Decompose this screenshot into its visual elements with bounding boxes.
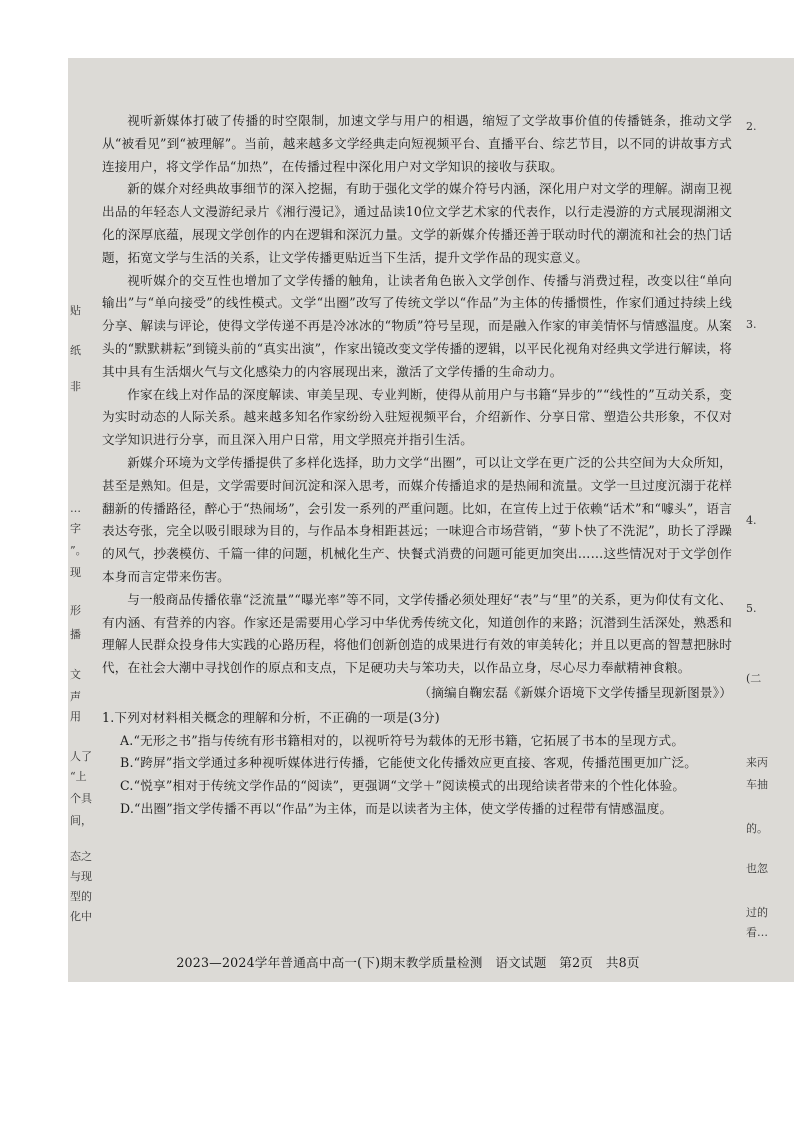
- margin-text: 个具: [70, 792, 92, 805]
- page-footer: 2023—2024学年普通高中高一(下)期末教学质量检测 语文试题 第2页 共8页: [176, 955, 640, 970]
- margin-text: (二: [746, 672, 762, 685]
- margin-text: 与现: [70, 870, 92, 883]
- margin-text: 车抽: [746, 778, 768, 791]
- option-b: B.“跨屏”指文学通过多种视听媒体进行传播，它能使文化传播效应更直接、客观，传播范围更加广泛。: [120, 755, 698, 771]
- margin-text: 看…: [746, 926, 768, 939]
- margin-text: 间，: [70, 814, 92, 827]
- paragraph: 作家在线上对作品的深度解读、审美呈现、专业判断，使得从前用户与书籍“异步的”“线性的”互动关系，变为实时动态的人际关系。越来越多知名作家纷纷入驻短视频平台，介绍新作、分享日常、塑造公共形象，不仅对文学知识进行分享，而且深入用户日常，用文学照亮并指引生活。: [102, 386, 732, 448]
- right-margin-fragments: [742, 58, 794, 982]
- margin-text: 过的: [746, 906, 768, 919]
- margin-text: “上: [70, 770, 87, 783]
- paragraph: 视听新媒体打破了传播的时空限制，加速文学与用户的相遇，缩短了文学故事价值的传播链条，推动文学从“被看见”到“被理解”。当前，越来越多文学经典走向短视频平台、直播平台、综艺节目，以不同的讲故事方式连接用户，将文学作品“加热”，在传播过程中深化用户对文学知识的接收与获取。: [102, 113, 732, 174]
- margin-text: 的。: [746, 822, 768, 835]
- margin-text: 非: [70, 380, 81, 393]
- option-a: A.“无形之书”指与传统有形书籍相对的，以视听符号为载体的无形书籍，它拓展了书本的呈现方式。: [120, 732, 685, 748]
- margin-text: ”。: [70, 544, 87, 557]
- margin-text: 声: [70, 690, 81, 703]
- margin-text: 纸: [70, 344, 81, 357]
- paragraph: 与一般商品传播依靠“泛流量”“曝光率”等不同，文学传播必须处理好“表”与“里”的关系，更为仰仗有文化、有内涵、有营养的内容。作家还是需要用心学习中华优秀传统文化，知道创作的来路；沉潜到生活深处，熟悉和理解人民群众投身伟大实践的心路历程，将他们创新创造的成果进行有效的审美转化；并且以更高的智慧把脉时代，在社会大潮中寻找创作的原点和支点，下足硬功夫与笨功夫，以作品立身，尽心尽力奉献精神食粮。: [102, 591, 732, 676]
- margin-text: 3.: [746, 318, 757, 331]
- margin-text: 态之: [70, 850, 92, 863]
- option-d: D.“出圈”指文学传播不再以“作品”为主体，而是以读者为主体，使文学传播的过程带有情感温度。: [120, 800, 673, 816]
- margin-text: 化中: [70, 910, 92, 923]
- question-stem: 1.下列对材料相关概念的理解和分析，不正确的一项是(3分): [102, 709, 440, 725]
- margin-text: 也忽: [746, 862, 768, 875]
- left-margin-fragments: [68, 58, 98, 982]
- article-body: [102, 110, 732, 821]
- margin-text: 字: [70, 522, 81, 535]
- margin-text: 来丙: [746, 756, 768, 769]
- paragraph: 视听媒介的交互性也增加了文学传播的触角，让读者角色嵌入文学创作、传播与消费过程，改变以往“单向输出”与“单向接受”的线性模式。文学“出圈”改写了传统文学以“作品”为主体的传播惯性，作家们通过持续上线分享、解读与评论，使得文学传递不再是冷冰冰的“物质”符号呈现，而是融入作家的审美情怀与情感温度。从案头的“默默耕耘”到镜头前的“真实出演”，作家出镜改变文学传播的逻辑，以平民化视角对经典文学进行解读，将其中具有生活烟火气与文化感染力的内容展现出来，激活了文学传播的生命动力。: [102, 272, 732, 379]
- margin-text: 形: [70, 604, 81, 617]
- margin-text: 5.: [746, 602, 757, 615]
- paragraph: 新的媒介对经典故事细节的深入挖掘，有助于强化文学的媒介符号内涵，深化用户对文学的理解。湖南卫视出品的年轻态人文漫游纪录片《湘行漫记》，通过品读10位文学艺术家的代表作，以行走漫游的方式展现湖湘文化的深厚底蕴，展现文学创作的内在逻辑和深沉力量。文学的新媒介传播还善于联动时代的潮流和社会的热门话题，拓宽文学与生活的关系，让文学传播更贴近当下生活，提升文学作品的现实意义。: [102, 181, 732, 265]
- margin-text: …: [70, 502, 81, 515]
- margin-text: 2.: [746, 120, 757, 133]
- paragraph: 新媒介环境为文学传播提供了多样化选择，助力文学“出圈”，可以让文学在更广泛的公共空间为大众所知，甚至是熟知。但是，文学需要时间沉淀和深入思考，而媒介传播追求的是热闹和流量。文学一旦过度沉溺于花样翻新的传播路径，醉心于“热闹场”，会引发一系列的严重问题。比如，在宣传上过于依赖“话术”和“噱头”，语言表达夸张，完全以吸引眼球为目的，与作品本身相距甚远；一味迎合市场营销，“萝卜快了不洗泥”，助长了浮躁的风气，抄袭模仿、千篇一律的问题，机械化生产、快餐式消费的问题可能更加突出……这些情况对于文学创作本身而言定带来伤害。: [102, 454, 732, 584]
- margin-text: 现: [70, 566, 81, 579]
- margin-text: 文: [70, 668, 81, 681]
- question-1: [102, 707, 732, 821]
- margin-text: 用: [70, 710, 81, 723]
- source-citation: （摘编自鞠宏磊《新媒介语境下文学传播呈现新图景》）: [418, 684, 732, 700]
- margin-text: 人了: [70, 750, 92, 763]
- margin-text: 播: [70, 628, 81, 641]
- option-c: C.“悦享”相对于传统文学作品的“阅读”，更强调“文学＋”阅读模式的出现给读者带来的个性化体验。: [120, 778, 686, 794]
- document-page: [68, 58, 794, 982]
- margin-text: 型的: [70, 890, 92, 903]
- margin-text: 4.: [746, 514, 757, 527]
- margin-text: 贴: [70, 304, 81, 317]
